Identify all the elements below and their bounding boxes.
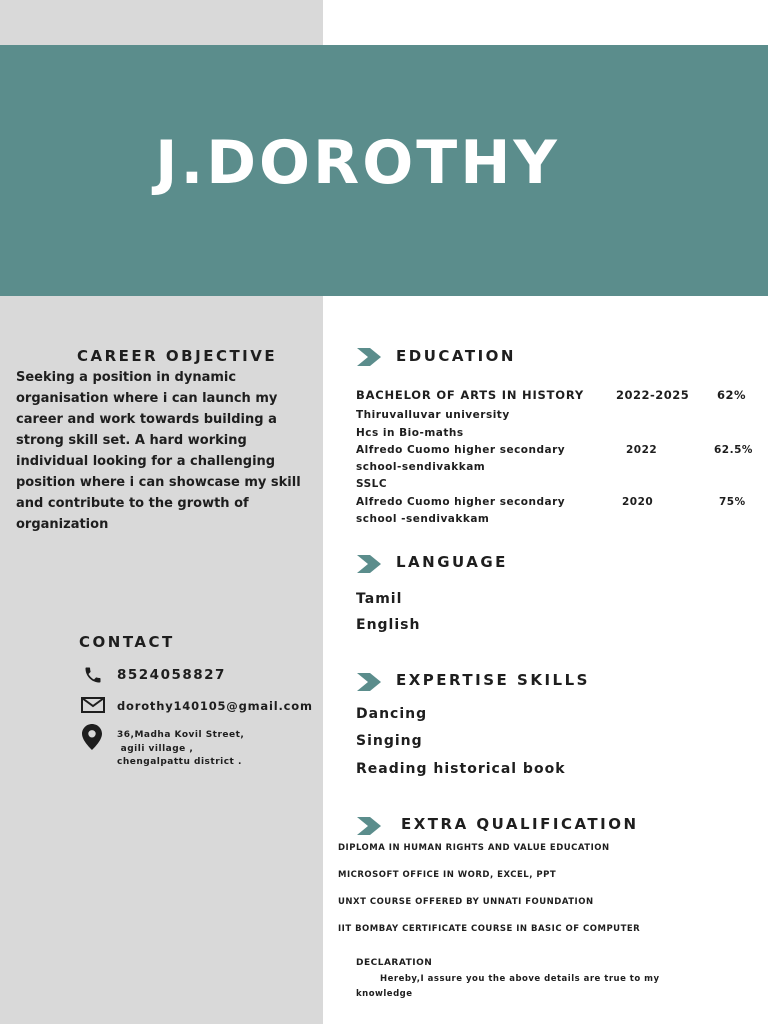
phone-icon [83,665,103,685]
contact-phone: 8524058827 [117,667,226,683]
language-chevron-icon [357,555,381,573]
contact-title: CONTACT [79,633,175,651]
address-line-1: 36,Madha Kovil Street, [117,730,245,740]
language-item: English [356,617,421,633]
email-icon [81,697,105,713]
language-title: LANGUAGE [396,553,508,571]
career-objective-text: Seeking a position in dynamic organisation where i can launch my career and work towards building a strong skill set. A hard working individual looking for a challenging position where i can showcase my skill and contribute to the growth of organization [16,370,301,532]
career-objective-title: CAREER OBJECTIVE [77,347,278,365]
language-item: Tamil [356,591,403,607]
degree-name: BACHELOR OF ARTS IN HISTORY [356,388,585,402]
address-line-3: chengalpattu district . [117,757,242,767]
location-pin-icon [82,724,102,750]
sslc-year: 2020 [622,496,654,508]
address-line-2: agili village , [117,743,194,754]
qualification-item: MICROSOFT OFFICE IN WORD, EXCEL, PPT [338,870,557,880]
skill-item: Singing [356,733,423,749]
degree-years: 2022-2025 [616,388,690,402]
contact-address [117,729,244,770]
education-line: school-sendivakkam [356,461,486,473]
qualification-item: DIPLOMA IN HUMAN RIGHTS AND VALUE EDUCATION [338,843,610,853]
declaration-title: DECLARATION [356,958,433,968]
skills-chevron-icon [357,673,381,691]
education-title: EDUCATION [396,347,516,365]
skills-title: EXPERTISE SKILLS [396,671,590,689]
skill-item: Reading historical book [356,761,566,777]
extra-qualification-title: EXTRA QUALIFICATION [401,815,639,833]
education-chevron-icon [357,348,381,366]
declaration-text: Hereby,I assure you the above details are true to my [380,974,660,984]
education-line: Alfredo Cuomo higher secondary [356,496,566,508]
education-line: Thiruvalluvar university [356,409,510,421]
extra-qualification-chevron-icon [357,817,381,835]
candidate-name: J.DOROTHY [155,128,560,198]
education-line: Alfredo Cuomo higher secondary [356,444,566,456]
sslc-score: 75% [719,496,746,508]
degree-score: 62% [717,388,747,402]
qualification-item: IIT BOMBAY CERTIFICATE COURSE IN BASIC OF COMPUTER [338,924,641,934]
skill-item: Dancing [356,706,428,722]
contact-email: dorothy140105@gmail.com [117,699,313,713]
education-line: Hcs in Bio-maths [356,427,464,439]
qualification-item: UNXT COURSE OFFERED BY UNNATI FOUNDATION [338,897,594,907]
hsc-score: 62.5% [714,444,753,456]
declaration-text-continued: knowledge [356,989,413,999]
education-line: SSLC [356,478,388,490]
education-line: school -sendivakkam [356,513,490,525]
hsc-year: 2022 [626,444,658,456]
